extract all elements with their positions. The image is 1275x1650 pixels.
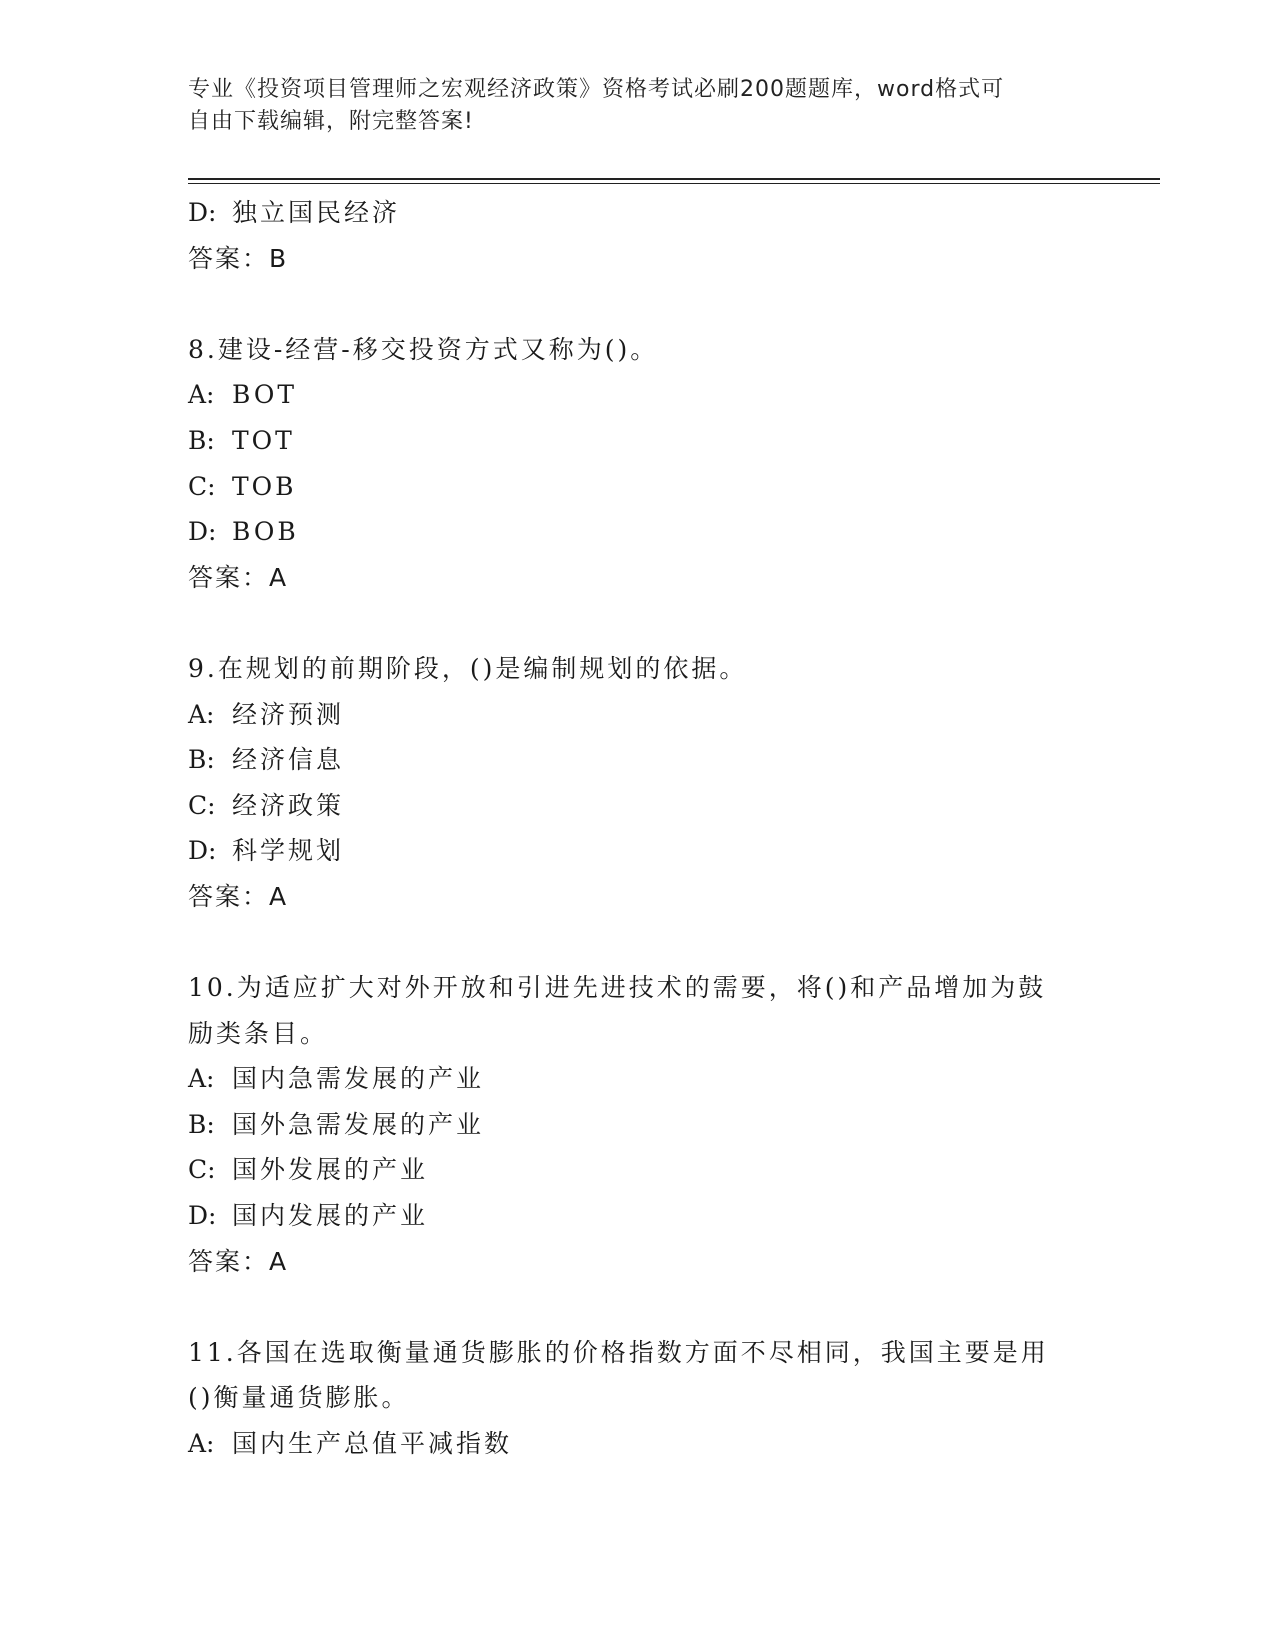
option-text: BOT — [232, 380, 298, 410]
option-label: D: — [188, 1201, 217, 1231]
option-label: A: — [188, 380, 215, 410]
header-line-1: 专业《投资项目管理师之宏观经济政策》资格考试必刷200题题库，word格式可 — [188, 77, 1005, 102]
answer-line: 答案：B — [188, 243, 289, 273]
header-line-2: 自由下载编辑，附完整答案! — [188, 109, 474, 134]
question-stem-line-2: ()衡量通货膨胀。 — [188, 1383, 410, 1413]
question-stem: 9.在规划的前期阶段，()是编制规划的依据。 — [188, 653, 748, 683]
spacer — [188, 281, 1088, 327]
option-label: D: — [188, 836, 217, 866]
question-stem: 8.建设-经营-移交投资方式又称为()。 — [188, 334, 659, 364]
option-d — [188, 190, 1088, 236]
option-d — [188, 1193, 1088, 1239]
option-text: TOB — [232, 471, 297, 501]
option-a — [188, 372, 1088, 418]
option-text: 国外发展的产业 — [232, 1155, 429, 1185]
option-b — [188, 1102, 1088, 1148]
option-a — [188, 692, 1088, 738]
option-label: D: — [188, 198, 217, 227]
option-text: 国内发展的产业 — [232, 1201, 429, 1231]
option-b — [188, 737, 1088, 783]
header-divider — [188, 178, 1160, 180]
option-text: 国外急需发展的产业 — [232, 1109, 485, 1139]
option-label: C: — [188, 471, 216, 501]
option-b — [188, 418, 1088, 464]
option-a — [188, 1421, 1088, 1467]
option-text: 经济政策 — [232, 790, 345, 820]
option-c — [188, 464, 1088, 510]
option-label: A: — [188, 1064, 215, 1094]
option-label: A: — [188, 699, 215, 729]
option-text: 经济预测 — [232, 699, 345, 729]
spacer — [188, 600, 1088, 646]
spacer — [188, 1284, 1088, 1330]
option-a — [188, 1056, 1088, 1102]
question-list — [188, 190, 1088, 1467]
page-header — [188, 74, 1068, 138]
answer-line: 答案：A — [188, 562, 289, 592]
option-d — [188, 828, 1088, 874]
option-text: 国内生产总值平减指数 — [232, 1429, 513, 1459]
option-text: 经济信息 — [232, 745, 345, 775]
option-d — [188, 509, 1088, 555]
question-stem-line-2: 励类条目。 — [188, 1018, 329, 1048]
option-text: TOT — [232, 425, 295, 455]
option-text: 科学规划 — [232, 836, 345, 866]
option-text: 国内急需发展的产业 — [232, 1064, 485, 1094]
answer-line: 答案：A — [188, 881, 289, 911]
question-stem-line-1: 10.为适应扩大对外开放和引进先进技术的需要，将()和产品增加为鼓 — [188, 973, 1047, 1003]
question-stem-line-1: 11.各国在选取衡量通货膨胀的价格指数方面不尽相同，我国主要是用 — [188, 1337, 1049, 1367]
option-text: 独立国民经济 — [232, 198, 401, 227]
spacer — [188, 920, 1088, 966]
option-label: B: — [188, 1109, 215, 1139]
option-label: A: — [188, 1429, 215, 1459]
option-text: BOB — [232, 517, 299, 547]
option-label: B: — [188, 745, 215, 775]
header-divider-thin — [188, 183, 1160, 184]
option-label: D: — [188, 517, 217, 547]
option-label: B: — [188, 425, 215, 455]
option-c — [188, 783, 1088, 829]
option-label: C: — [188, 790, 216, 820]
option-c — [188, 1147, 1088, 1193]
option-label: C: — [188, 1155, 216, 1185]
answer-line: 答案：A — [188, 1246, 289, 1276]
